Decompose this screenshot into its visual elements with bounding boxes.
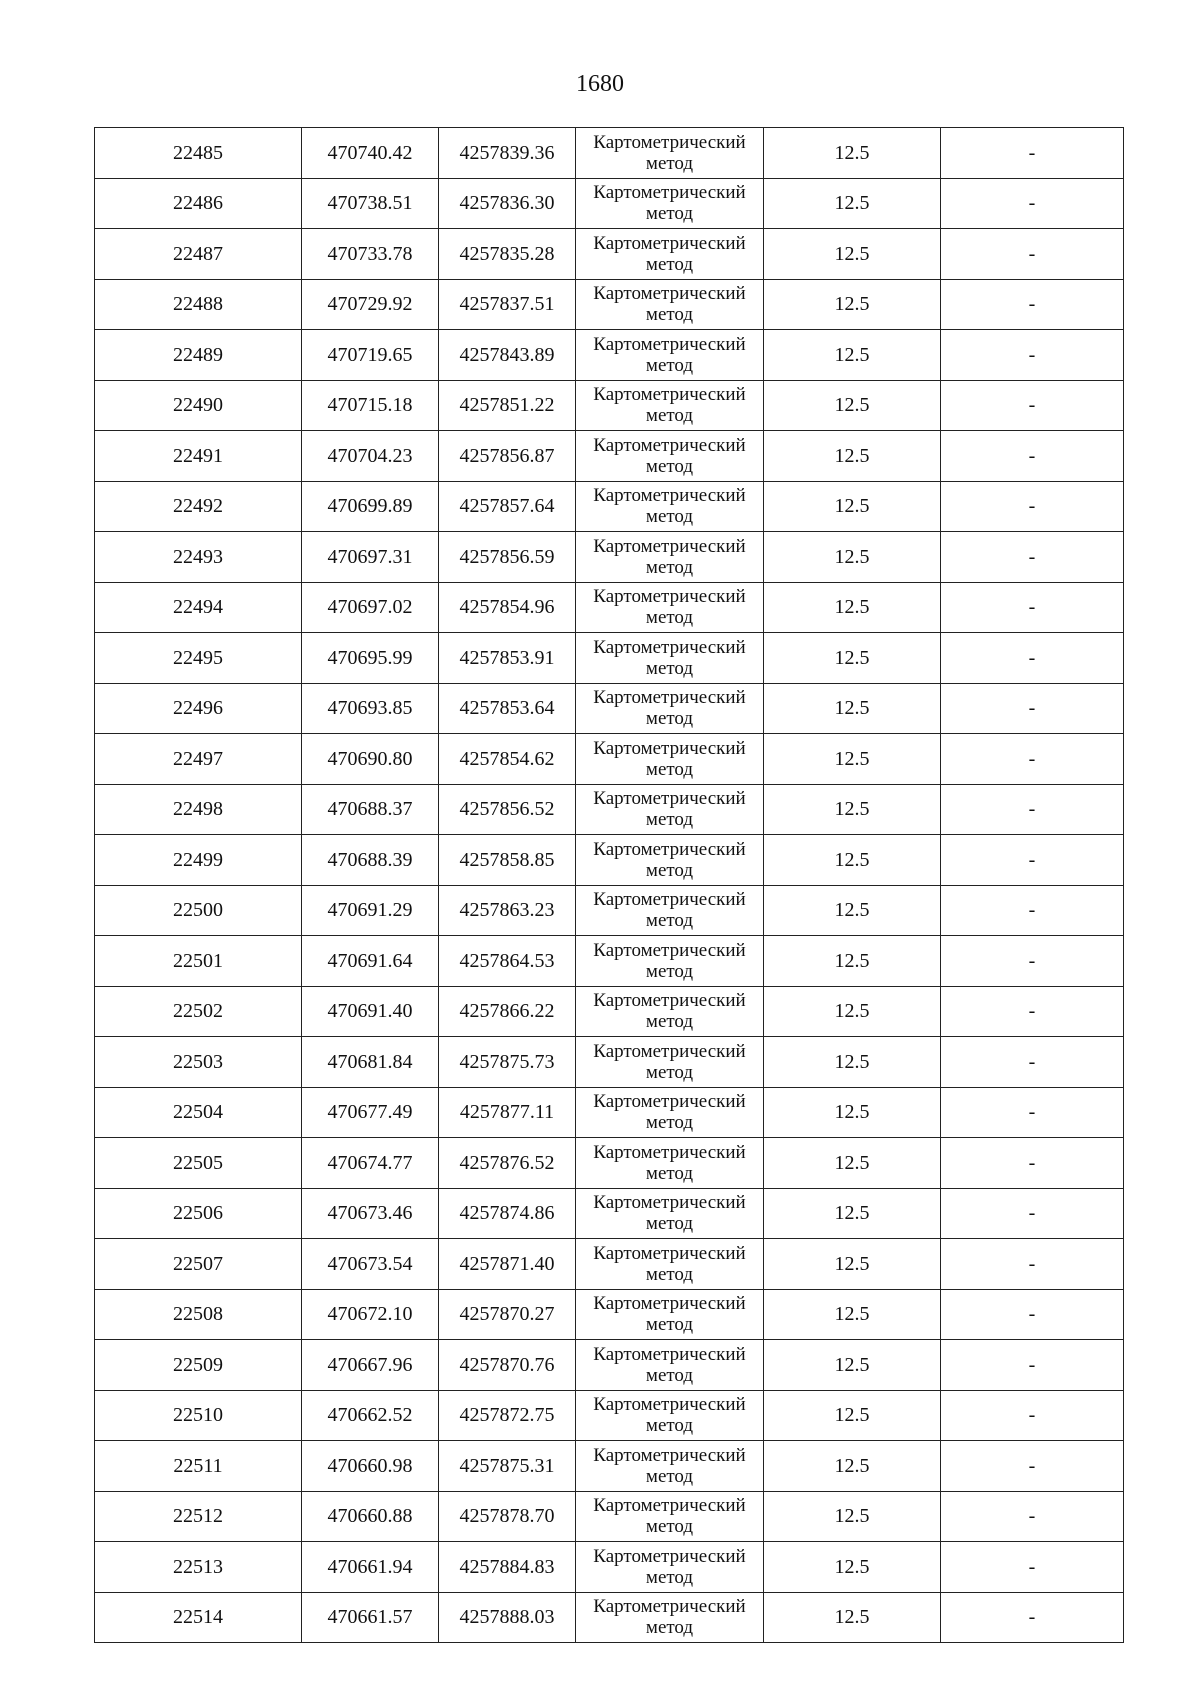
method-cell	[576, 582, 764, 633]
accuracy-cell: 12.5	[764, 734, 941, 785]
accuracy-cell: 12.5	[764, 1188, 941, 1239]
method-text-line1: Картометрический	[593, 1343, 746, 1365]
method-text-line1: Картометрический	[593, 788, 746, 810]
note-cell: -	[941, 1592, 1124, 1643]
table-row	[95, 1289, 1124, 1340]
method-cell	[576, 229, 764, 280]
method-text-line2: метод	[645, 809, 694, 831]
method-cell	[576, 1340, 764, 1391]
method-cell	[576, 1441, 764, 1492]
method-text-line1: Картометрический	[593, 1394, 746, 1416]
table-row	[95, 481, 1124, 532]
method-text-line1: Картометрический	[593, 434, 746, 456]
point-number-cell: 22488	[95, 279, 302, 330]
point-number-cell: 22507	[95, 1239, 302, 1290]
point-number-cell: 22489	[95, 330, 302, 381]
x-coordinate-cell: 470729.92	[302, 279, 439, 330]
method-text-line2: метод	[645, 304, 694, 326]
point-number-cell: 22513	[95, 1542, 302, 1593]
method-text-line1: Картометрический	[593, 485, 746, 507]
y-coordinate-cell: 4257875.31	[439, 1441, 576, 1492]
accuracy-cell: 12.5	[764, 1138, 941, 1189]
note-cell: -	[941, 279, 1124, 330]
coordinates-table	[94, 127, 1124, 1643]
y-coordinate-cell: 4257856.59	[439, 532, 576, 583]
table-row	[95, 1188, 1124, 1239]
accuracy-cell: 12.5	[764, 1037, 941, 1088]
method-text-line2: метод	[645, 1263, 694, 1285]
accuracy-cell: 12.5	[764, 1542, 941, 1593]
y-coordinate-cell: 4257876.52	[439, 1138, 576, 1189]
x-coordinate-cell: 470715.18	[302, 380, 439, 431]
y-coordinate-cell: 4257878.70	[439, 1491, 576, 1542]
y-coordinate-cell: 4257877.11	[439, 1087, 576, 1138]
point-number-cell: 22486	[95, 178, 302, 229]
accuracy-cell: 12.5	[764, 582, 941, 633]
method-cell	[576, 1188, 764, 1239]
accuracy-cell: 12.5	[764, 633, 941, 684]
point-number-cell: 22505	[95, 1138, 302, 1189]
note-cell: -	[941, 1390, 1124, 1441]
note-cell: -	[941, 178, 1124, 229]
method-text-line1: Картометрический	[593, 1293, 746, 1315]
method-text-line2: метод	[645, 910, 694, 932]
method-text-line2: метод	[645, 960, 694, 982]
point-number-cell: 22493	[95, 532, 302, 583]
y-coordinate-cell: 4257884.83	[439, 1542, 576, 1593]
method-text-line2: метод	[645, 1162, 694, 1184]
note-cell: -	[941, 128, 1124, 179]
y-coordinate-cell: 4257843.89	[439, 330, 576, 381]
point-number-cell: 22496	[95, 683, 302, 734]
page-number: 1680	[576, 71, 624, 97]
table-row	[95, 835, 1124, 886]
accuracy-cell: 12.5	[764, 1087, 941, 1138]
x-coordinate-cell: 470691.40	[302, 986, 439, 1037]
method-text-line2: метод	[645, 506, 694, 528]
method-text-line2: метод	[645, 405, 694, 427]
x-coordinate-cell: 470740.42	[302, 128, 439, 179]
note-cell: -	[941, 633, 1124, 684]
point-number-cell: 22485	[95, 128, 302, 179]
method-text-line1: Картометрический	[593, 1596, 746, 1618]
accuracy-cell: 12.5	[764, 330, 941, 381]
method-text-line2: метод	[645, 203, 694, 225]
accuracy-cell: 12.5	[764, 178, 941, 229]
y-coordinate-cell: 4257853.91	[439, 633, 576, 684]
table-row	[95, 279, 1124, 330]
point-number-cell: 22500	[95, 885, 302, 936]
x-coordinate-cell: 470660.88	[302, 1491, 439, 1542]
accuracy-cell: 12.5	[764, 431, 941, 482]
method-text-line1: Картометрический	[593, 1545, 746, 1567]
table-row	[95, 986, 1124, 1037]
x-coordinate-cell: 470661.94	[302, 1542, 439, 1593]
table-row	[95, 1491, 1124, 1542]
method-cell	[576, 279, 764, 330]
method-cell	[576, 1138, 764, 1189]
x-coordinate-cell: 470688.37	[302, 784, 439, 835]
note-cell: -	[941, 330, 1124, 381]
x-coordinate-cell: 470667.96	[302, 1340, 439, 1391]
note-cell: -	[941, 1087, 1124, 1138]
table-row	[95, 1087, 1124, 1138]
table-row	[95, 683, 1124, 734]
method-text-line1: Картометрический	[593, 1444, 746, 1466]
table-row	[95, 178, 1124, 229]
point-number-cell: 22504	[95, 1087, 302, 1138]
x-coordinate-cell: 470691.64	[302, 936, 439, 987]
table-row	[95, 128, 1124, 179]
y-coordinate-cell: 4257836.30	[439, 178, 576, 229]
method-text-line1: Картометрический	[593, 990, 746, 1012]
note-cell: -	[941, 229, 1124, 280]
method-text-line2: метод	[645, 1011, 694, 1033]
x-coordinate-cell: 470691.29	[302, 885, 439, 936]
method-cell	[576, 128, 764, 179]
y-coordinate-cell: 4257888.03	[439, 1592, 576, 1643]
accuracy-cell: 12.5	[764, 481, 941, 532]
note-cell: -	[941, 532, 1124, 583]
table-row	[95, 1441, 1124, 1492]
method-text-line1: Картометрический	[593, 1091, 746, 1113]
method-cell	[576, 178, 764, 229]
method-text-line1: Картометрический	[593, 283, 746, 305]
note-cell: -	[941, 431, 1124, 482]
point-number-cell: 22495	[95, 633, 302, 684]
note-cell: -	[941, 1138, 1124, 1189]
method-cell	[576, 936, 764, 987]
y-coordinate-cell: 4257856.52	[439, 784, 576, 835]
table-row	[95, 229, 1124, 280]
table-row	[95, 1239, 1124, 1290]
method-text-line1: Картометрический	[593, 838, 746, 860]
method-text-line1: Картометрический	[593, 1192, 746, 1214]
method-text-line1: Картометрический	[593, 1141, 746, 1163]
accuracy-cell: 12.5	[764, 1340, 941, 1391]
method-text-line2: метод	[645, 657, 694, 679]
note-cell: -	[941, 1239, 1124, 1290]
method-text-line1: Картометрический	[593, 333, 746, 355]
note-cell: -	[941, 784, 1124, 835]
method-cell	[576, 532, 764, 583]
accuracy-cell: 12.5	[764, 128, 941, 179]
accuracy-cell: 12.5	[764, 229, 941, 280]
method-text-line2: метод	[645, 354, 694, 376]
y-coordinate-cell: 4257853.64	[439, 683, 576, 734]
point-number-cell: 22490	[95, 380, 302, 431]
accuracy-cell: 12.5	[764, 784, 941, 835]
accuracy-cell: 12.5	[764, 532, 941, 583]
x-coordinate-cell: 470733.78	[302, 229, 439, 280]
y-coordinate-cell: 4257858.85	[439, 835, 576, 886]
method-text-line2: метод	[645, 1617, 694, 1639]
x-coordinate-cell: 470673.54	[302, 1239, 439, 1290]
table-row	[95, 431, 1124, 482]
method-text-line2: метод	[645, 1465, 694, 1487]
point-number-cell: 22487	[95, 229, 302, 280]
y-coordinate-cell: 4257854.62	[439, 734, 576, 785]
x-coordinate-cell: 470673.46	[302, 1188, 439, 1239]
method-cell	[576, 784, 764, 835]
method-text-line2: метод	[645, 1112, 694, 1134]
method-text-line1: Картометрический	[593, 232, 746, 254]
method-text-line1: Картометрический	[593, 131, 746, 153]
method-text-line2: метод	[645, 1566, 694, 1588]
x-coordinate-cell: 470677.49	[302, 1087, 439, 1138]
point-number-cell: 22491	[95, 431, 302, 482]
table-row	[95, 1592, 1124, 1643]
y-coordinate-cell: 4257874.86	[439, 1188, 576, 1239]
y-coordinate-cell: 4257851.22	[439, 380, 576, 431]
note-cell: -	[941, 1188, 1124, 1239]
accuracy-cell: 12.5	[764, 1390, 941, 1441]
y-coordinate-cell: 4257856.87	[439, 431, 576, 482]
x-coordinate-cell: 470697.31	[302, 532, 439, 583]
accuracy-cell: 12.5	[764, 986, 941, 1037]
accuracy-cell: 12.5	[764, 936, 941, 987]
point-number-cell: 22492	[95, 481, 302, 532]
y-coordinate-cell: 4257875.73	[439, 1037, 576, 1088]
x-coordinate-cell: 470662.52	[302, 1390, 439, 1441]
method-cell	[576, 380, 764, 431]
method-cell	[576, 683, 764, 734]
table-row	[95, 1037, 1124, 1088]
point-number-cell: 22502	[95, 986, 302, 1037]
point-number-cell: 22494	[95, 582, 302, 633]
method-text-line1: Картометрический	[593, 737, 746, 759]
x-coordinate-cell: 470699.89	[302, 481, 439, 532]
y-coordinate-cell: 4257857.64	[439, 481, 576, 532]
method-text-line1: Картометрический	[593, 586, 746, 608]
accuracy-cell: 12.5	[764, 1239, 941, 1290]
x-coordinate-cell: 470719.65	[302, 330, 439, 381]
table-row	[95, 633, 1124, 684]
method-cell	[576, 1289, 764, 1340]
y-coordinate-cell: 4257870.76	[439, 1340, 576, 1391]
method-cell	[576, 734, 764, 785]
method-cell	[576, 431, 764, 482]
point-number-cell: 22498	[95, 784, 302, 835]
method-text-line2: метод	[645, 1415, 694, 1437]
method-text-line1: Картометрический	[593, 384, 746, 406]
note-cell: -	[941, 986, 1124, 1037]
table-row	[95, 582, 1124, 633]
x-coordinate-cell: 470661.57	[302, 1592, 439, 1643]
method-text-line2: метод	[645, 1516, 694, 1538]
x-coordinate-cell: 470704.23	[302, 431, 439, 482]
point-number-cell: 22509	[95, 1340, 302, 1391]
method-text-line1: Картометрический	[593, 182, 746, 204]
method-text-line1: Картометрический	[593, 1495, 746, 1517]
method-text-line2: метод	[645, 152, 694, 174]
y-coordinate-cell: 4257863.23	[439, 885, 576, 936]
table-row	[95, 532, 1124, 583]
point-number-cell: 22510	[95, 1390, 302, 1441]
accuracy-cell: 12.5	[764, 1592, 941, 1643]
method-text-line1: Картометрический	[593, 1040, 746, 1062]
y-coordinate-cell: 4257866.22	[439, 986, 576, 1037]
method-text-line2: метод	[645, 253, 694, 275]
method-text-line2: метод	[645, 1061, 694, 1083]
method-cell	[576, 835, 764, 886]
x-coordinate-cell: 470688.39	[302, 835, 439, 886]
x-coordinate-cell: 470695.99	[302, 633, 439, 684]
method-text-line1: Картометрический	[593, 535, 746, 557]
method-text-line1: Картометрический	[593, 889, 746, 911]
note-cell: -	[941, 1340, 1124, 1391]
accuracy-cell: 12.5	[764, 885, 941, 936]
y-coordinate-cell: 4257870.27	[439, 1289, 576, 1340]
method-cell	[576, 986, 764, 1037]
table-row	[95, 1138, 1124, 1189]
accuracy-cell: 12.5	[764, 1289, 941, 1340]
table-row	[95, 330, 1124, 381]
method-text-line2: метод	[645, 455, 694, 477]
x-coordinate-cell: 470738.51	[302, 178, 439, 229]
accuracy-cell: 12.5	[764, 380, 941, 431]
accuracy-cell: 12.5	[764, 1441, 941, 1492]
method-text-line2: метод	[645, 1364, 694, 1386]
method-cell	[576, 1037, 764, 1088]
note-cell: -	[941, 936, 1124, 987]
table-row	[95, 936, 1124, 987]
method-cell	[576, 1390, 764, 1441]
note-cell: -	[941, 1289, 1124, 1340]
point-number-cell: 22497	[95, 734, 302, 785]
table-row	[95, 1542, 1124, 1593]
method-cell	[576, 633, 764, 684]
method-cell	[576, 1592, 764, 1643]
table-row	[95, 380, 1124, 431]
note-cell: -	[941, 683, 1124, 734]
accuracy-cell: 12.5	[764, 279, 941, 330]
point-number-cell: 22499	[95, 835, 302, 886]
x-coordinate-cell: 470697.02	[302, 582, 439, 633]
method-cell	[576, 1491, 764, 1542]
table-row	[95, 734, 1124, 785]
note-cell: -	[941, 582, 1124, 633]
point-number-cell: 22511	[95, 1441, 302, 1492]
method-cell	[576, 1542, 764, 1593]
note-cell: -	[941, 1542, 1124, 1593]
y-coordinate-cell: 4257864.53	[439, 936, 576, 987]
y-coordinate-cell: 4257835.28	[439, 229, 576, 280]
note-cell: -	[941, 1491, 1124, 1542]
table-row	[95, 885, 1124, 936]
x-coordinate-cell: 470660.98	[302, 1441, 439, 1492]
y-coordinate-cell: 4257837.51	[439, 279, 576, 330]
point-number-cell: 22514	[95, 1592, 302, 1643]
method-text-line1: Картометрический	[593, 687, 746, 709]
note-cell: -	[941, 835, 1124, 886]
note-cell: -	[941, 481, 1124, 532]
table-row	[95, 1340, 1124, 1391]
method-cell	[576, 1087, 764, 1138]
method-text-line2: метод	[645, 607, 694, 629]
note-cell: -	[941, 1037, 1124, 1088]
note-cell: -	[941, 734, 1124, 785]
point-number-cell: 22506	[95, 1188, 302, 1239]
x-coordinate-cell: 470690.80	[302, 734, 439, 785]
y-coordinate-cell: 4257872.75	[439, 1390, 576, 1441]
y-coordinate-cell: 4257839.36	[439, 128, 576, 179]
x-coordinate-cell: 470672.10	[302, 1289, 439, 1340]
method-cell	[576, 885, 764, 936]
table-row	[95, 784, 1124, 835]
method-text-line2: метод	[645, 556, 694, 578]
point-number-cell: 22503	[95, 1037, 302, 1088]
method-text-line2: метод	[645, 758, 694, 780]
method-text-line2: метод	[645, 859, 694, 881]
method-text-line2: метод	[645, 1213, 694, 1235]
note-cell: -	[941, 1441, 1124, 1492]
y-coordinate-cell: 4257871.40	[439, 1239, 576, 1290]
x-coordinate-cell: 470681.84	[302, 1037, 439, 1088]
point-number-cell: 22508	[95, 1289, 302, 1340]
coordinates-table-body	[95, 128, 1124, 1643]
method-text-line1: Картометрический	[593, 939, 746, 961]
method-text-line1: Картометрический	[593, 636, 746, 658]
method-text-line1: Картометрический	[593, 1242, 746, 1264]
point-number-cell: 22512	[95, 1491, 302, 1542]
table-row	[95, 1390, 1124, 1441]
accuracy-cell: 12.5	[764, 683, 941, 734]
accuracy-cell: 12.5	[764, 1491, 941, 1542]
method-cell	[576, 481, 764, 532]
method-text-line2: метод	[645, 708, 694, 730]
note-cell: -	[941, 885, 1124, 936]
x-coordinate-cell: 470674.77	[302, 1138, 439, 1189]
point-number-cell: 22501	[95, 936, 302, 987]
method-text-line2: метод	[645, 1314, 694, 1336]
y-coordinate-cell: 4257854.96	[439, 582, 576, 633]
note-cell: -	[941, 380, 1124, 431]
accuracy-cell: 12.5	[764, 835, 941, 886]
method-cell	[576, 1239, 764, 1290]
method-cell	[576, 330, 764, 381]
x-coordinate-cell: 470693.85	[302, 683, 439, 734]
